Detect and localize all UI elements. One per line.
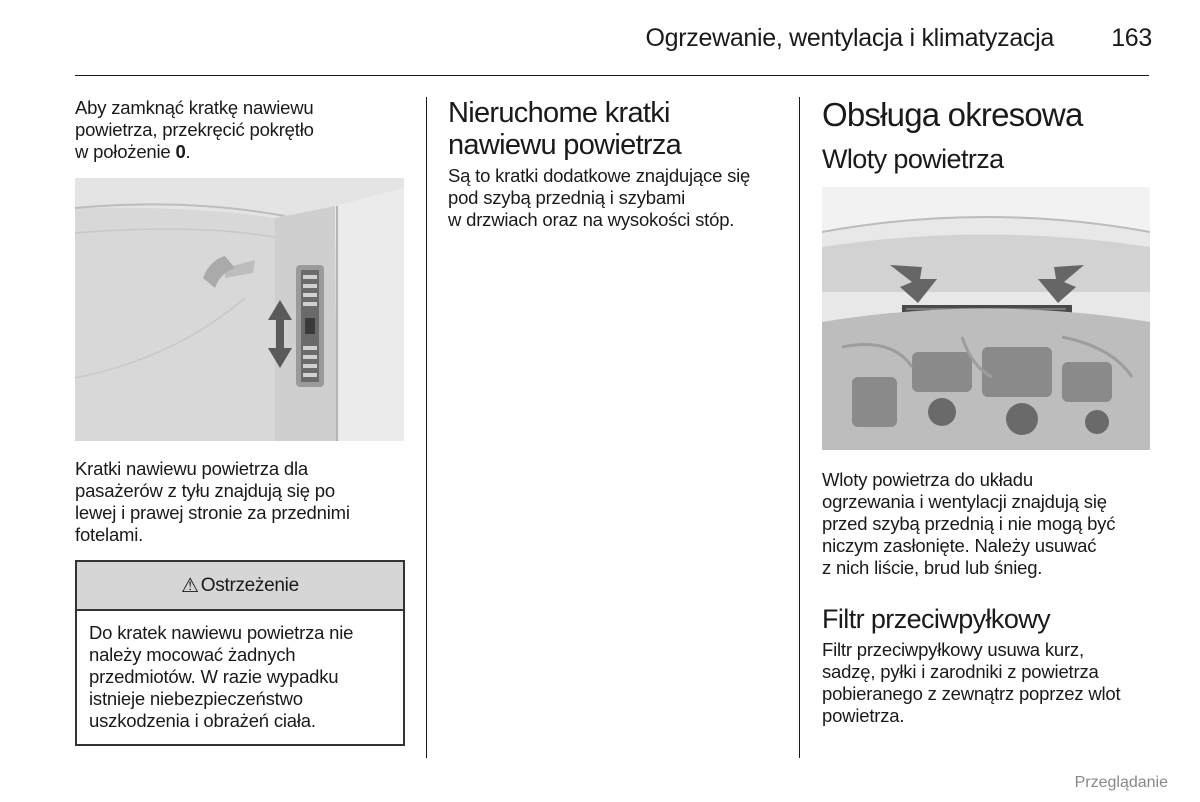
intro-line <box>75 141 405 163</box>
subheading-air-intakes: Wloty powietrza <box>822 144 1004 174</box>
paragraph-line: w drzwiach oraz na wysokości stóp. <box>448 209 735 230</box>
intro-period: . <box>185 141 191 162</box>
warning-line: przedmiotów. W razie wypadku <box>89 666 339 687</box>
engine-bay-air-intake-illustration <box>822 187 1150 450</box>
heading-line: nawiewu powietrza <box>448 129 682 161</box>
column-3 <box>822 97 1152 727</box>
paragraph-line: niczym zasłonięte. Należy usuwać <box>822 535 1097 556</box>
paragraph-line: pasażerów z tyłu znajdują się po <box>75 480 335 501</box>
footer-watermark: Przeglądanie <box>1074 774 1168 791</box>
warning-title: Ostrzeżenie <box>200 574 299 596</box>
warning-triangle-icon: ⚠ <box>181 575 199 597</box>
column-1 <box>75 97 405 746</box>
position-zero-symbol: 0 <box>175 141 186 162</box>
warning-line: należy mocować żadnych <box>89 644 296 665</box>
page-number: 163 <box>1111 24 1152 52</box>
warning-box <box>75 560 405 746</box>
section-heading-fixed-vents <box>448 97 783 161</box>
rear-vents-paragraph <box>75 458 405 546</box>
warning-line: uszkodzenia i obrażeń ciała. <box>89 710 316 731</box>
subheading-pollen-filter: Filtr przeciwpyłkowy <box>822 604 1051 634</box>
column-divider-1 <box>426 97 427 758</box>
paragraph-line: Kratki nawiewu powietrza dla <box>75 458 308 479</box>
heading-line: Nieruchome kratki <box>448 97 670 129</box>
paragraph-line: fotelami. <box>75 524 144 545</box>
warning-header <box>77 562 403 611</box>
paragraph-line: lewej i prawej stronie za przednimi <box>75 502 350 523</box>
running-header-title: Ogrzewanie, wentylacja i klimatyzacja <box>645 24 1054 52</box>
fixed-vents-paragraph <box>448 165 783 231</box>
paragraph-line: sadzę, pyłki i zarodniki z powietrza <box>822 661 1099 682</box>
air-intakes-paragraph <box>822 469 1152 579</box>
column-2 <box>448 97 783 231</box>
paragraph-line: ogrzewania i wentylacji znajdują się <box>822 491 1107 512</box>
paragraph-line: powietrza. <box>822 705 905 726</box>
header-divider <box>75 75 1149 76</box>
intro-paragraph <box>75 97 405 163</box>
warning-line: istnieje niebezpieczeństwo <box>89 688 303 709</box>
column-divider-2 <box>799 97 800 758</box>
chapter-heading: Obsługa okresowa <box>822 96 1083 133</box>
rear-air-vent-illustration <box>75 178 404 441</box>
warning-body <box>77 611 403 744</box>
intro-line: powietrza, przekręcić pokrętło <box>75 119 314 140</box>
paragraph-line: Są to kratki dodatkowe znajdujące się <box>448 165 751 186</box>
paragraph-line: z nich liście, brud lub śnieg. <box>822 557 1043 578</box>
paragraph-line: przed szybą przednią i nie mogą być <box>822 513 1116 534</box>
intro-line: Aby zamknąć kratkę nawiewu <box>75 97 314 118</box>
paragraph-line: Wloty powietrza do układu <box>822 469 1033 490</box>
intro-text: w położenie <box>75 141 176 162</box>
warning-line: Do kratek nawiewu powietrza nie <box>89 622 354 643</box>
pollen-filter-paragraph <box>822 639 1152 727</box>
paragraph-line: pobieranego z zewnątrz poprzez wlot <box>822 683 1121 704</box>
paragraph-line: pod szybą przednią i szybami <box>448 187 686 208</box>
paragraph-line: Filtr przeciwpyłkowy usuwa kurz, <box>822 639 1084 660</box>
